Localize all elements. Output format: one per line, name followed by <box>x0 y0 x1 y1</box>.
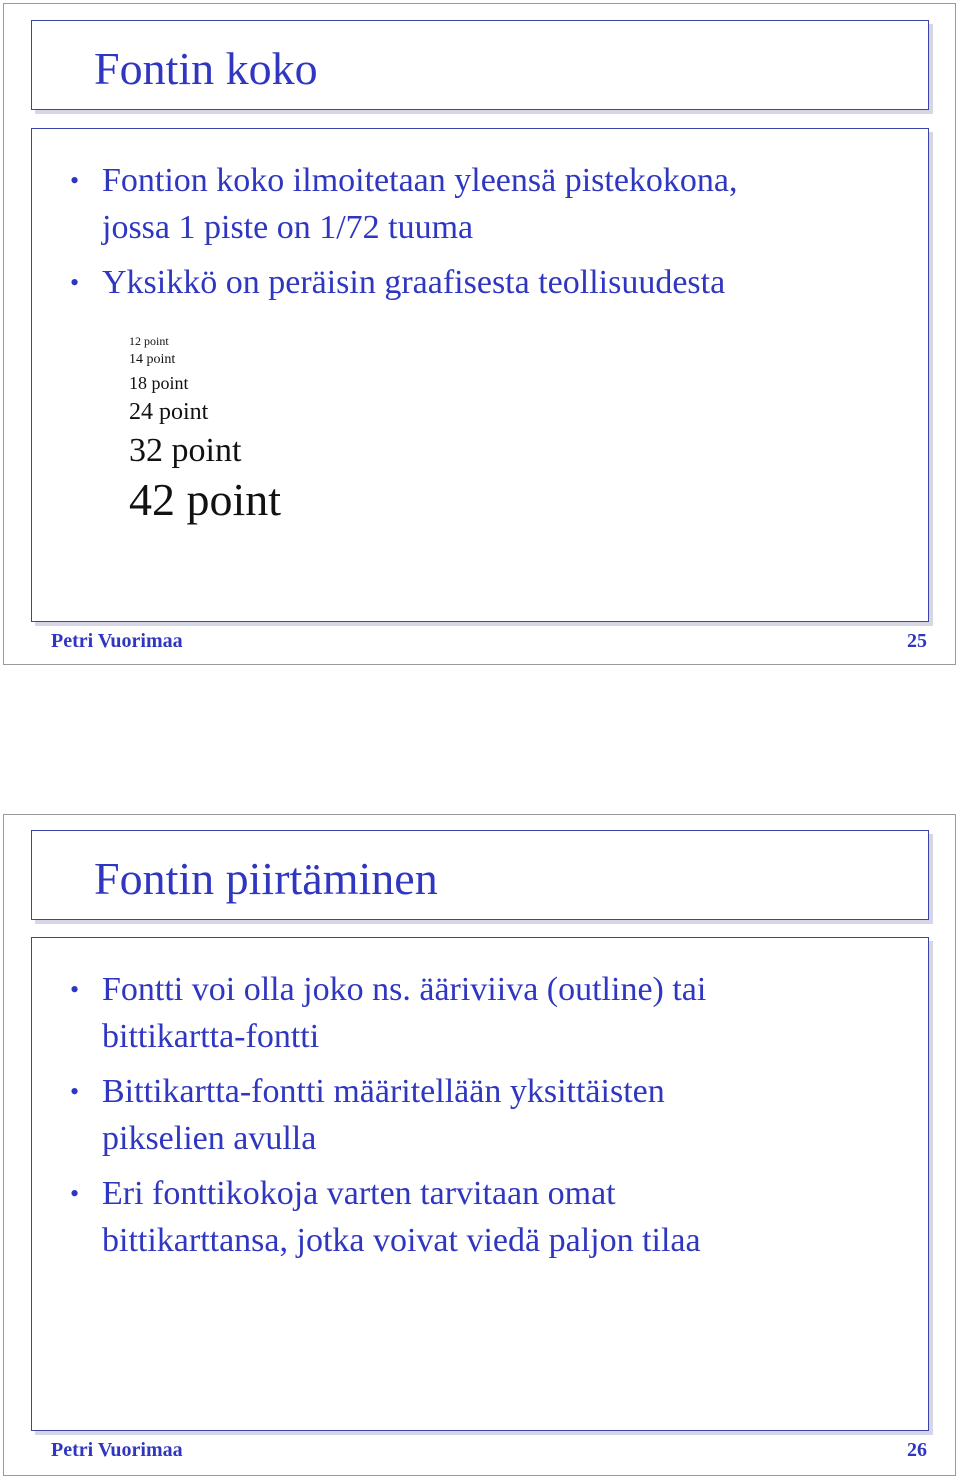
bullet-item <box>32 1170 706 1264</box>
bullet-icon: • <box>70 1179 80 1208</box>
size-sample-42: 42 point <box>129 474 282 525</box>
size-sample-32: 32 point <box>129 432 242 469</box>
bullet-item <box>32 259 738 306</box>
bullet-list <box>32 966 706 1264</box>
point-size-samples <box>129 333 281 528</box>
bullet-icon: • <box>70 268 80 297</box>
footer-author: Petri Vuorimaa <box>51 1439 183 1461</box>
bullet-line: Bittikartta-fontti määritellään yksittäisten <box>102 1073 665 1110</box>
bullet-icon: • <box>70 975 80 1004</box>
page-number: 26 <box>907 1439 927 1461</box>
content-frame <box>31 937 929 1431</box>
slide-26 <box>3 814 956 1476</box>
slide-title: Fontin koko <box>94 43 318 94</box>
title-frame <box>31 830 929 920</box>
size-sample-12: 12 point <box>129 334 169 348</box>
slide-title: Fontin piirtäminen <box>94 853 438 904</box>
bullet-line: bittikartta-fontti <box>102 1018 320 1055</box>
title-frame <box>31 20 929 110</box>
bullet-item <box>32 966 706 1060</box>
bullet-line: pikselien avulla <box>102 1120 317 1157</box>
bullet-item <box>32 157 738 251</box>
slide-25 <box>3 3 956 665</box>
bullet-line: Eri fonttikokoja varten tarvitaan omat <box>102 1175 616 1212</box>
content-frame <box>31 128 929 622</box>
bullet-line: Fontti voi olla joko ns. ääriviiva (outline) tai <box>102 971 707 1008</box>
bullet-list <box>32 157 738 306</box>
bullet-line: jossa 1 piste on 1/72 tuuma <box>102 209 474 246</box>
bullet-line: Yksikkö on peräisin graafisesta teollisuudesta <box>102 264 726 301</box>
bullet-icon: • <box>70 166 80 195</box>
size-sample-14: 14 point <box>129 352 176 367</box>
page-number: 25 <box>907 630 927 652</box>
bullet-icon: • <box>70 1077 80 1106</box>
bullet-item <box>32 1068 706 1162</box>
bullet-line: Fontion koko ilmoitetaan yleensä pistekokona, <box>102 162 738 199</box>
size-sample-24: 24 point <box>129 399 209 425</box>
footer-author: Petri Vuorimaa <box>51 630 183 652</box>
bullet-line: bittikarttansa, jotka voivat viedä paljon tilaa <box>102 1222 701 1259</box>
size-sample-18: 18 point <box>129 373 189 393</box>
